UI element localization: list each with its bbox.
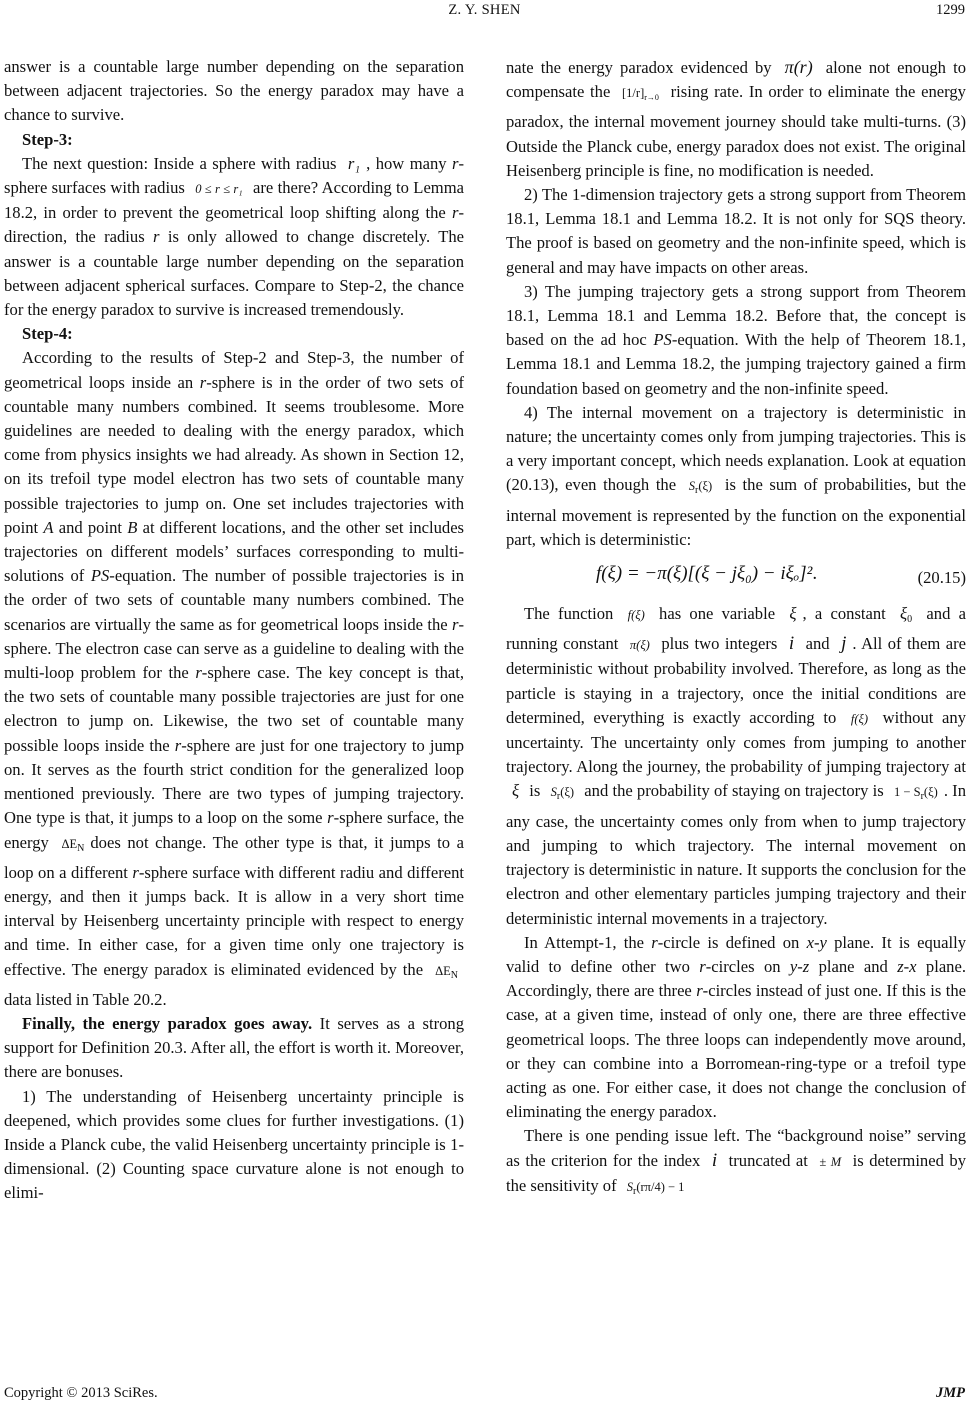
paragraph-text: rising rate. In order to eliminate the energy paradox, the internal movement journey should take multi-turns. (3) Outside the Planck cube, energy paradox does not exist. The original Heisenberg principle is fine, no modification is needed.	[506, 82, 966, 180]
paragraph-text: and	[800, 634, 836, 654]
math-one-minus-sr-base: 1 − S	[893, 785, 921, 800]
paragraph	[4, 346, 464, 1011]
paragraph-text: -equation. The number of possible trajectories is in the order of two sets of countable many numbers combined. The scenarios are virtually the same as for geometrical loops inside the	[4, 566, 465, 634]
math-pi-r: π(r)	[784, 57, 813, 77]
equation-expression	[596, 562, 817, 586]
math-one-over-r-sub: r→0	[644, 93, 659, 103]
math-sr-rpi4-arg: (rπ/4) − 1	[636, 1179, 685, 1194]
math-r-range: 0 ≤ r ≤ r₁	[195, 182, 243, 197]
math-r: r	[174, 735, 182, 755]
paragraph-text: are there? According to Lemma 18.2, in order to prevent the geometrical loop shifting along the	[4, 178, 464, 223]
paragraph-text: It serves as a strong support for Definition 20.3. After all, the effort is worth it. Moreover, there are bonuses.	[4, 1013, 464, 1082]
paragraph-text: -sphere surface with different radiu and different energy, and then it jumps back. It is allow in a very short time interval by Heisenberg uncertainty principle with respect to energy and time. In either case, for a given time only one trajectory is effective. The energy paradox is eliminated evidenced by the	[4, 862, 464, 979]
math-sr-sub: r	[556, 791, 561, 803]
paragraph	[506, 931, 966, 1125]
paragraph-text: 1) The understanding of Heisenberg uncertainty principle is deepened, which provides some clues for further investigations. (1) Inside a Planck cube, the valid Heisenberg uncertainty principle is 1-dimensional. (2) Counting space curvature alone is not enough to elimi-	[4, 1086, 464, 1203]
paragraph-text: has one variable	[650, 604, 784, 624]
page-footer	[4, 1385, 965, 1407]
paragraph-text: is determined by the sensitivity of	[506, 1150, 966, 1195]
paragraph-text: , how many	[366, 153, 452, 173]
ps-label: PS	[653, 330, 672, 350]
math-r: r	[132, 862, 139, 882]
paragraph-text: is only allowed to change discretely. The answer is a countable large number depending on the separation between adjacent spherical surfaces. Compare to Step-2, the chance for the energy paradox to survive is increased tremendously.	[4, 227, 464, 320]
math-r: r	[696, 981, 703, 1001]
running-head-author: Z. Y. SHEN	[448, 2, 521, 18]
math-delta-en-base: ΔE	[61, 836, 78, 851]
paragraph	[4, 1085, 464, 1206]
paragraph-text: -sphere surface, the energy	[4, 808, 464, 852]
math-r: r	[651, 932, 658, 952]
math-r: r	[699, 956, 706, 976]
math-sr-sub: r	[633, 1185, 637, 1197]
paragraph-text: -circle is defined on	[657, 932, 807, 952]
paragraph-text: -circles instead of just one. If this is the case, at a given time, instead of only one, there are three effective geometrical loops. The three loops can independently move around, or they can combine into a Borromean-ring-type or a trefoil type acting as one. For either case, it does not change the conclusion of eliminating the energy paradox.	[506, 981, 966, 1122]
paragraph-text: 2) The 1-dimension trajectory gets a strong support from Theorem 18.1, Lemma 18.1 and Lemma 18.2. It is not only for SQS theory. The proof is based on geometry and the non-infinite speed, which is general and may have impacts on other areas.	[506, 185, 966, 277]
math-r: r	[199, 372, 207, 392]
paragraph-text: -circles on	[705, 956, 790, 976]
paragraph-text: is	[525, 781, 545, 801]
math-one-minus-sr-arg: (ξ)	[923, 785, 938, 800]
equation-number: (20.15)	[917, 568, 966, 588]
paragraph-text: 3) The jumping trajectory gets a strong support from Theorem 18.1, Lemma 18.1 and Lemma 18.2. Before that, the concept is based on the ad hoc	[506, 281, 966, 350]
paragraph	[506, 602, 966, 931]
math-one-minus-sr	[893, 785, 938, 803]
equation-body: f(ξ) = −π(ξ)[(ξ − jξ₀) − iξₒ]²	[596, 563, 813, 585]
math-sr-base: S	[688, 479, 695, 494]
paragraph	[506, 1124, 966, 1204]
paragraph-text: without any uncertainty. The uncertainty only comes from jumping to another trajectory. Along the journey, the probability of jumping trajectory at	[506, 707, 966, 777]
paragraph	[506, 280, 966, 401]
math-i: i	[788, 633, 795, 655]
page-number: 1299	[936, 2, 965, 18]
math-pm-m: ± M	[819, 1154, 842, 1169]
plane-yz-label: y-z	[789, 956, 810, 976]
math-sr-arg: (ξ)	[560, 785, 575, 800]
step-3-heading: Step-3:	[22, 129, 73, 149]
bold-sentence: Finally, the energy paradox goes away.	[22, 1013, 313, 1033]
paragraph-text: is the sum of probabilities, but the internal movement is represented by the function on the exponential part, which is deterministic:	[506, 475, 966, 549]
math-delta-en-sub: N	[450, 969, 458, 981]
math-xi0-sub: 0	[907, 614, 913, 626]
plane-zx-label: z-x	[897, 956, 917, 976]
math-sr-arg: (ξ)	[698, 479, 713, 494]
paragraph-text: plane and	[809, 956, 898, 976]
math-r1: r₁	[347, 153, 361, 173]
paragraph-text: does not change. The other type is that, it jumps to a loop on a different	[4, 832, 464, 882]
paragraph	[4, 55, 464, 128]
paragraph-text: 4) The internal movement on a trajectory is deterministic in nature; the uncertainty comes only from jumping trajectories. This is a very important concept, which needs explanation. Look at equation (20.13), even though the	[506, 402, 966, 495]
math-sr-base: S	[550, 785, 557, 800]
paragraph-text: -sphere surfaces with radius	[4, 153, 464, 198]
math-one-over-r	[622, 86, 659, 103]
math-j: j	[841, 633, 847, 655]
math-r: r	[452, 153, 459, 173]
running-head	[0, 2, 969, 24]
paragraph-text: In Attempt-1, the	[524, 932, 652, 952]
paragraph-text: The function	[524, 604, 622, 624]
math-f-xi: f(ξ)	[850, 711, 869, 726]
copyright-notice: Copyright © 2013 SciRes.	[4, 1385, 158, 1401]
paragraph	[4, 1012, 464, 1085]
paragraph-text: and point	[53, 517, 128, 537]
paragraph-text: According to the results of Step-2 and Step-3, the number of geometrical loops inside an	[4, 348, 464, 392]
right-column	[506, 55, 966, 1204]
math-sr-xi	[688, 479, 713, 497]
journal-name: JMP	[936, 1385, 965, 1401]
equation-tail: .	[812, 563, 818, 585]
paragraph-text: at different locations, and the other set includes trajectories on different models’ surfaces corresponding to multi-solutions of	[4, 517, 465, 586]
math-one-over-r-base: [1/r]	[622, 86, 645, 101]
paragraph-text: alone not enough to compensate the	[506, 58, 966, 102]
plane-xy-label: x-y	[806, 932, 827, 952]
paragraph	[506, 183, 966, 280]
paragraph-text: -sphere. The electron case can serve as a guideline to dealing with the multi-loop problem for the	[4, 614, 464, 683]
math-r: r	[327, 808, 334, 828]
paragraph-text: -direction, the radius	[4, 203, 464, 247]
paragraph-text: answer is a countable large number depending on the separation between adjacent trajectories. So the energy paradox may have a chance to survive.	[4, 57, 464, 125]
paragraph-text: -sphere are just for one trajectory to jump on. It serves as the fourth strict condition for the generalized loop mentioned previously. There are two types of jumping trajectory. One type is that, it jumps to a loop on the some	[4, 735, 464, 828]
paragraph-text: , a constant	[802, 604, 895, 624]
paragraph	[4, 152, 464, 322]
ps-label: PS	[90, 566, 110, 586]
paragraph-text: plane. Accordingly, there are three	[506, 956, 966, 1001]
math-xi0-base: ξ	[900, 604, 908, 624]
math-sr-sub: r	[694, 485, 699, 497]
math-i: i	[711, 1149, 718, 1171]
left-column	[4, 55, 464, 1206]
math-r: r	[452, 614, 459, 634]
math-one-minus-sr-sub: r	[920, 791, 924, 803]
math-xi: ξ	[789, 604, 797, 624]
math-delta-en	[61, 836, 85, 854]
point-b-label: B	[127, 517, 138, 537]
math-f-xi: f(ξ)	[627, 608, 645, 623]
point-a-label: A	[43, 517, 54, 537]
paragraph-text: -sphere case. The key concept is that, the two sets of countable many possible trajectories are just for one electron to jump on. Likewise, the two set of countable many possible loops inside the	[4, 663, 464, 755]
paragraph-text: plane. It is equally valid to define other two	[506, 932, 966, 976]
paragraph-text: The next question: Inside a sphere with radius	[22, 153, 342, 173]
math-r: r	[153, 227, 160, 247]
paragraph-text: data listed in Table 20.2.	[4, 989, 167, 1009]
step-4-heading: Step-4:	[22, 324, 73, 344]
paragraph-text: . In any case, the uncertainty comes only from when to jump trajectory and jumping to which trajectory. The internal movement on trajectory is deterministic in nature. It supports the conclusion for the electron and other elementary particles jumping trajectory and their deterministic internal movements in a trajectory.	[506, 781, 966, 928]
paragraph	[506, 401, 966, 552]
math-r: r	[452, 203, 459, 223]
paragraph-text: . All of them are deterministic without probability involved. Therefore, as long as the particle is staying in a trajectory, once the initial conditions are determined, everything is exactly according to	[506, 634, 966, 727]
math-xi0	[900, 604, 913, 626]
math-delta-en	[435, 963, 458, 981]
paragraph-text: and a running constant	[506, 604, 966, 654]
paragraph-text: plus two integers	[655, 634, 783, 654]
paragraph-text: and the probability of staying on trajectory is	[580, 781, 888, 801]
paragraph-text: truncated at	[723, 1150, 814, 1170]
paragraph-text: There is one pending issue left. The “background noise” serving as the criterion for the index	[506, 1126, 966, 1170]
math-delta-en-base: ΔE	[435, 963, 451, 978]
math-r: r	[195, 663, 202, 683]
math-pi-xi: π(ξ)	[629, 638, 650, 653]
paragraph-text: nate the energy paradox evidenced by	[506, 58, 779, 77]
math-sr-base: S	[626, 1179, 634, 1194]
paragraph-text: -equation. With the help of Theorem 18.1, Lemma 18.1 and Lemma 18.2, the jumping trajectory gained a firm foundation based on geometry and the non-infinite speed.	[506, 330, 966, 398]
math-delta-en-sub: N	[77, 842, 85, 854]
paragraph	[506, 55, 966, 183]
math-sr-rpi4	[626, 1179, 685, 1197]
math-xi: ξ	[512, 781, 520, 801]
paragraph-text: -sphere is in the order of two sets of countable many numbers combined. It seems troublesome. More guidelines are needed to dealing with the energy paradox, which come from physics insights we had already. As shown in Section 12, on its trefoil type model electron has two sets of countable many possible trajectories to jump on. One set includes trajectories with point	[4, 372, 464, 537]
equation-20-15	[506, 556, 966, 600]
math-sr-xi	[550, 785, 575, 803]
